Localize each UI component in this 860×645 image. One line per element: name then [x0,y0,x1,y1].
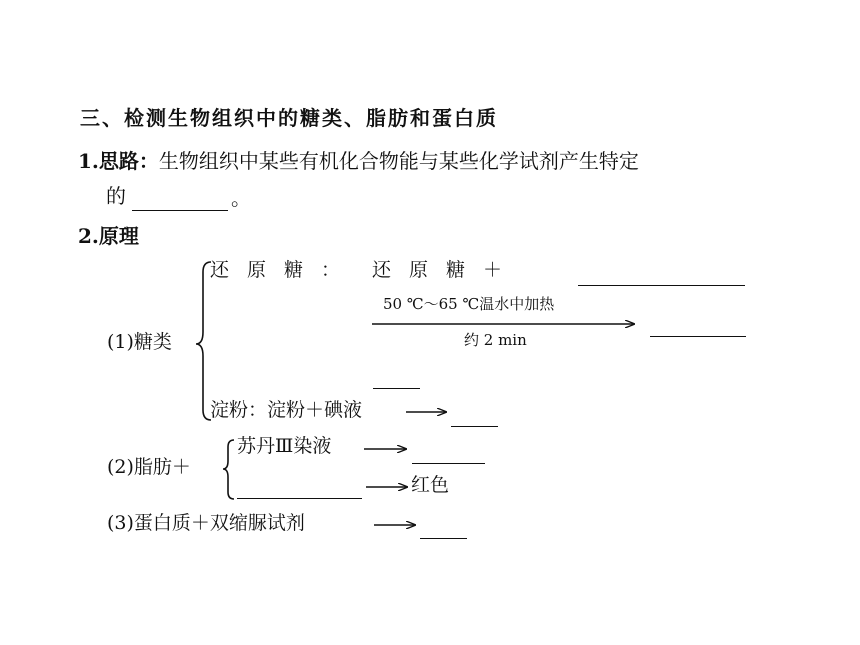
starch-expression: 淀粉：淀粉＋碘液 [210,399,363,421]
idea-text: 生物组织中某些有机化合物能与某些化学试剂产生特定 [158,149,639,173]
idea-colon: ： [138,149,159,173]
sugar-brace [196,262,211,420]
arrow-condition-top: 50 ℃～65 ℃温水中加热 [383,295,555,313]
sudan-reagent: 苏丹Ⅲ染液 [237,435,332,457]
idea-line-2-prefix: 的 [106,184,126,208]
fat-label: (2)脂肪＋ [107,456,191,478]
fat-brace [223,440,234,499]
reducing-sugar-expression: 还原糖＋ [372,259,521,281]
idea-line-2-suffix: 。 [231,186,251,210]
red-color-result: 红色 [411,474,450,496]
principle-label: 原理 [98,224,139,248]
idea-number: 1. [78,149,99,173]
protein-expression: (3)蛋白质＋双缩脲试剂 [107,512,305,534]
principle-number: 2. [78,224,99,248]
idea-label: 思路 [98,149,139,173]
sugar-label: (1)糖类 [107,331,172,353]
arrow-condition-bottom: 约 2 min [464,331,527,349]
reducing-sugar-label: 还原糖： [210,259,359,281]
section-title: 三、检测生物组织中的糖类、脂肪和蛋白质 [80,106,498,130]
